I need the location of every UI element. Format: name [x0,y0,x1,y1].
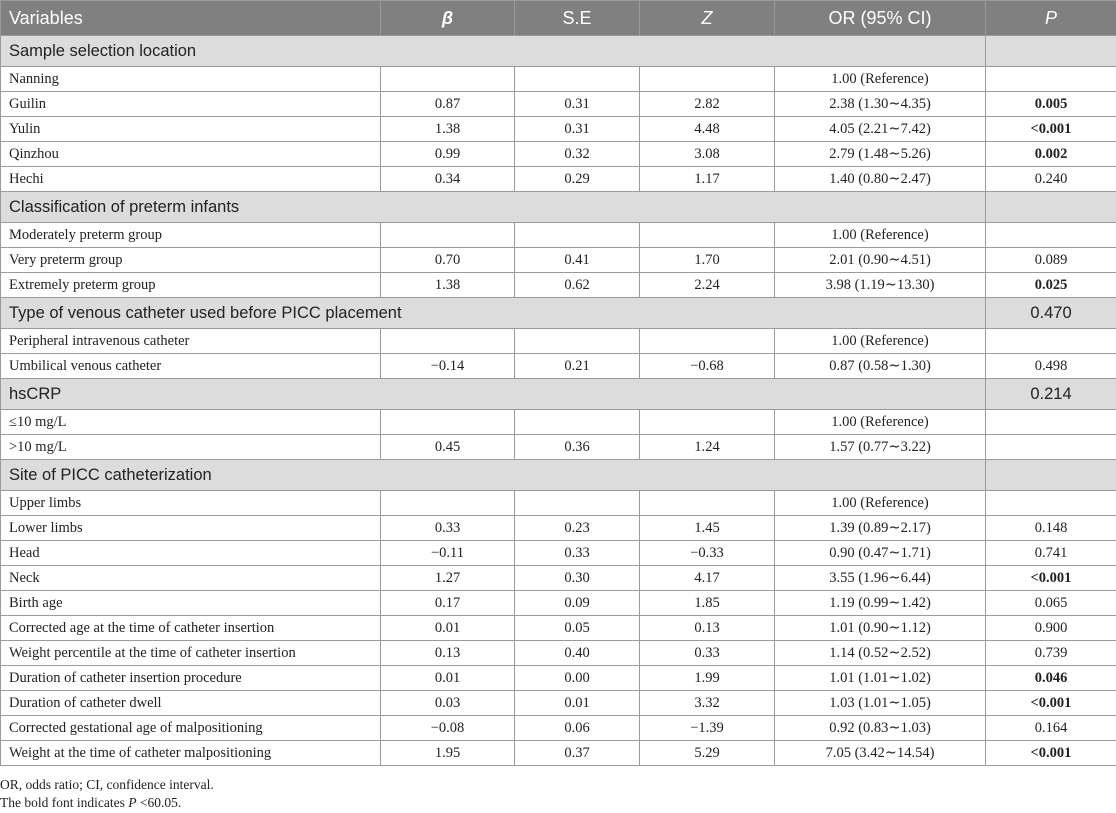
section-title: Sample selection location [1,36,986,67]
z-cell [640,329,775,354]
z-cell: 4.48 [640,117,775,142]
z-cell [640,223,775,248]
variable-label: Very preterm group [1,248,381,273]
z-cell: 1.99 [640,666,775,691]
beta-cell: 0.33 [381,516,515,541]
section-p-value: 0.214 [986,379,1116,410]
variable-label: Yulin [1,117,381,142]
or-cell: 1.00 (Reference) [775,223,986,248]
se-cell: 0.31 [515,92,640,117]
z-cell: 3.08 [640,142,775,167]
beta-cell: −0.08 [381,716,515,741]
variable-label: Lower limbs [1,516,381,541]
or-cell: 1.00 (Reference) [775,410,986,435]
se-cell: 0.33 [515,541,640,566]
variable-label: Neck [1,566,381,591]
table-row [1,516,1116,541]
table-row [1,92,1116,117]
se-cell [515,329,640,354]
or-cell: 3.55 (1.96∼6.44) [775,566,986,591]
beta-cell [381,491,515,516]
table-row [1,435,1116,460]
or-cell: 4.05 (2.21∼7.42) [775,117,986,142]
table-row [1,641,1116,666]
section-p-value [986,192,1116,223]
variable-label: ≤10 mg/L [1,410,381,435]
p-value-cell [986,223,1116,248]
variable-label: Umbilical venous catheter [1,354,381,379]
header-p: P [986,1,1116,36]
z-cell [640,67,775,92]
p-value-cell: 0.498 [986,354,1116,379]
section-p-value [986,36,1116,67]
beta-cell: 0.01 [381,666,515,691]
beta-cell: −0.14 [381,354,515,379]
z-cell: 1.85 [640,591,775,616]
table-row [1,142,1116,167]
table-header-row [1,1,1116,36]
beta-cell: −0.11 [381,541,515,566]
beta-cell: 0.17 [381,591,515,616]
p-value-cell: 0.741 [986,541,1116,566]
se-cell [515,491,640,516]
section-header-row [1,192,1116,223]
beta-cell: 1.95 [381,741,515,766]
z-cell: −0.33 [640,541,775,566]
beta-cell [381,410,515,435]
table-row [1,67,1116,92]
table-row [1,167,1116,192]
section-header-row [1,460,1116,491]
p-value-cell [986,435,1116,460]
variable-label: Duration of catheter dwell [1,691,381,716]
section-title: Classification of preterm infants [1,192,986,223]
p-value-cell [986,67,1116,92]
z-cell: −1.39 [640,716,775,741]
se-cell: 0.31 [515,117,640,142]
variable-label: Nanning [1,67,381,92]
z-cell: −0.68 [640,354,775,379]
p-value-cell: <0.001 [986,691,1116,716]
se-cell: 0.01 [515,691,640,716]
table-row [1,541,1116,566]
or-cell: 1.03 (1.01∼1.05) [775,691,986,716]
z-cell: 0.33 [640,641,775,666]
se-cell: 0.30 [515,566,640,591]
beta-cell [381,329,515,354]
p-value-cell: 0.046 [986,666,1116,691]
section-header-row [1,298,1116,329]
se-cell: 0.37 [515,741,640,766]
beta-cell [381,67,515,92]
beta-cell: 0.87 [381,92,515,117]
beta-cell: 0.03 [381,691,515,716]
variable-label: Duration of catheter insertion procedure [1,666,381,691]
variable-label: Weight at the time of catheter malpositioning [1,741,381,766]
beta-cell: 0.13 [381,641,515,666]
variable-label: >10 mg/L [1,435,381,460]
se-cell: 0.05 [515,616,640,641]
variable-label: Birth age [1,591,381,616]
z-cell [640,491,775,516]
table-row [1,248,1116,273]
beta-cell: 0.99 [381,142,515,167]
z-cell: 1.17 [640,167,775,192]
or-cell: 1.01 (1.01∼1.02) [775,666,986,691]
table-row [1,491,1116,516]
p-value-cell [986,491,1116,516]
or-cell: 7.05 (3.42∼14.54) [775,741,986,766]
se-cell: 0.09 [515,591,640,616]
or-cell: 1.19 (0.99∼1.42) [775,591,986,616]
z-cell: 0.13 [640,616,775,641]
footnote-threshold: <60.05. [136,795,182,810]
z-cell: 1.70 [640,248,775,273]
footnote-p-symbol: P [128,795,137,810]
or-cell: 1.00 (Reference) [775,67,986,92]
z-cell: 1.24 [640,435,775,460]
or-cell: 3.98 (1.19∼13.30) [775,273,986,298]
p-value-cell: <0.001 [986,566,1116,591]
table-row [1,354,1116,379]
variable-label: Peripheral intravenous catheter [1,329,381,354]
se-cell [515,223,640,248]
section-header-row [1,379,1116,410]
or-cell: 1.40 (0.80∼2.47) [775,167,986,192]
z-cell: 3.32 [640,691,775,716]
beta-cell: 1.27 [381,566,515,591]
z-cell: 2.82 [640,92,775,117]
se-cell [515,410,640,435]
p-value-cell: 0.148 [986,516,1116,541]
or-cell: 1.00 (Reference) [775,329,986,354]
table-row [1,691,1116,716]
p-value-cell: 0.025 [986,273,1116,298]
p-value-cell: <0.001 [986,117,1116,142]
p-value-cell: 0.065 [986,591,1116,616]
beta-cell: 0.45 [381,435,515,460]
p-value-cell [986,329,1116,354]
p-value-cell: 0.900 [986,616,1116,641]
or-cell: 0.87 (0.58∼1.30) [775,354,986,379]
se-cell: 0.41 [515,248,640,273]
variable-label: Hechi [1,167,381,192]
variable-label: Qinzhou [1,142,381,167]
p-value-cell: 0.739 [986,641,1116,666]
table-row [1,741,1116,766]
beta-cell: 1.38 [381,273,515,298]
footnote-text: The bold font indicates [0,795,129,810]
beta-cell [381,223,515,248]
table-row [1,273,1116,298]
variable-label: Upper limbs [1,491,381,516]
table-row [1,223,1116,248]
se-cell: 0.62 [515,273,640,298]
variable-label: Weight percentile at the time of catheter insertion [1,641,381,666]
or-cell: 1.01 (0.90∼1.12) [775,616,986,641]
z-cell [640,410,775,435]
header-beta: β [381,1,515,36]
or-cell: 0.92 (0.83∼1.03) [775,716,986,741]
variable-label: Corrected age at the time of catheter insertion [1,616,381,641]
p-value-cell: 0.240 [986,167,1116,192]
footnote-bold-meaning [0,795,1116,813]
p-value-cell: 0.005 [986,92,1116,117]
table-row [1,666,1116,691]
header-z: Z [640,1,775,36]
se-cell: 0.21 [515,354,640,379]
se-cell: 0.23 [515,516,640,541]
or-cell: 1.57 (0.77∼3.22) [775,435,986,460]
table-footnotes [0,766,1116,813]
p-value-cell: 0.002 [986,142,1116,167]
or-cell: 2.79 (1.48∼5.26) [775,142,986,167]
section-title: Site of PICC catheterization [1,460,986,491]
z-cell: 5.29 [640,741,775,766]
se-cell: 0.06 [515,716,640,741]
section-header-row [1,36,1116,67]
table-row [1,329,1116,354]
or-cell: 1.14 (0.52∼2.52) [775,641,986,666]
or-cell: 2.01 (0.90∼4.51) [775,248,986,273]
variable-label: Head [1,541,381,566]
beta-cell: 0.70 [381,248,515,273]
table-row [1,716,1116,741]
p-value-cell: 0.164 [986,716,1116,741]
se-cell: 0.40 [515,641,640,666]
se-cell: 0.32 [515,142,640,167]
section-title: hsCRP [1,379,986,410]
beta-cell: 0.01 [381,616,515,641]
se-cell [515,67,640,92]
table-row [1,616,1116,641]
header-se: S.E [515,1,640,36]
table-body [1,36,1116,766]
section-p-value: 0.470 [986,298,1116,329]
beta-cell: 1.38 [381,117,515,142]
p-value-cell [986,410,1116,435]
table-row [1,591,1116,616]
or-cell: 1.39 (0.89∼2.17) [775,516,986,541]
or-cell: 0.90 (0.47∼1.71) [775,541,986,566]
footnote-abbreviations: OR, odds ratio; CI, confidence interval. [0,777,214,792]
section-p-value [986,460,1116,491]
or-cell: 1.00 (Reference) [775,491,986,516]
section-title: Type of venous catheter used before PICC placement [1,298,986,329]
z-cell: 1.45 [640,516,775,541]
header-or: OR (95% CI) [775,1,986,36]
variable-label: Moderately preterm group [1,223,381,248]
header-variables: Variables [1,1,381,36]
table-row [1,566,1116,591]
variable-label: Corrected gestational age of malpositioning [1,716,381,741]
se-cell: 0.29 [515,167,640,192]
se-cell: 0.00 [515,666,640,691]
or-cell: 2.38 (1.30∼4.35) [775,92,986,117]
variable-label: Extremely preterm group [1,273,381,298]
table-row [1,410,1116,435]
p-value-cell: <0.001 [986,741,1116,766]
se-cell: 0.36 [515,435,640,460]
beta-cell: 0.34 [381,167,515,192]
p-value-cell: 0.089 [986,248,1116,273]
table-row [1,117,1116,142]
z-cell: 2.24 [640,273,775,298]
variable-label: Guilin [1,92,381,117]
z-cell: 4.17 [640,566,775,591]
